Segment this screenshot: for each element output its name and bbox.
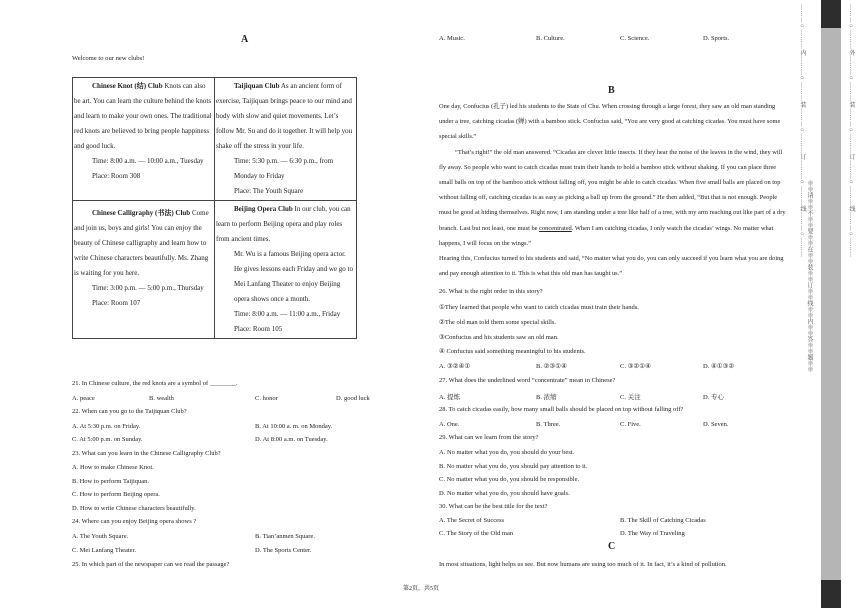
option: B. The Skill of Catching Cicadas [620,517,706,524]
option: C. Science. [620,35,650,42]
club-place: Place: The Youth Square [234,187,304,195]
option: A. The Youth Square. [72,533,129,540]
clubs-table [72,77,357,339]
option: B. Three. [536,421,561,428]
option: B. No matter what you do, you should pay attention to it. [439,463,588,470]
option: C. honor [255,395,278,402]
club-desc: Come and join us, boys and girls! You can enjoy the beauty of Chinese calligraphy and learn how to write Chinese characters beautifully. Ms. Zhang is waiting for you here. [74,209,209,277]
club-cell-taijiquan [215,78,357,201]
question-30: 30. What can be the best title for the text? [439,503,548,510]
club-name: Chinese Calligraphy (书法) Club [92,209,191,217]
option: C. How to perform Beijing opera. [72,491,160,498]
option: A. How to make Chinese Knot. [72,464,154,471]
club-desc-2: Mr. Wu is a famous Beijing opera actor. He gives lessons each Friday and we go to Mei Lanfang Theater to enjoy Beijing opera shows once a month. [234,250,353,303]
order-item: ④ Confucius said something meaningful to his students. [439,348,586,355]
option: C. The Story of the Old man [439,530,514,537]
option: B. How to perform Taijiquan. [72,478,150,485]
question-27: 27. What does the underlined word “concentrate” mean in Chinese? [439,377,616,384]
club-place: Place: Room 107 [92,299,141,307]
option: D. The Sports Center. [255,547,312,554]
option: D. The Way of Traveling [620,530,685,537]
option: B. ②③①④ [536,363,567,370]
binding-notice: ※※请※※不※※要※※在※※装※※订※※线※※内※※答※※题※※ [806,180,812,372]
section-b-title: B [608,85,615,96]
option: B. 浓缩 [536,394,557,401]
question-26: 26. What is the right order in this story? [439,288,543,295]
order-item: ③Confucius and his students saw an old man. [439,334,559,341]
option: C. 关注 [620,394,641,401]
question-24: 24. Where can you enjoy Beijing opera shows ? [72,518,197,525]
option: A. At 5:30 p.m. on Friday. [72,423,141,430]
section-c-title: C [608,541,616,552]
passage-text: “That’s right!” the old man answered. “Cicadas are clever little insects. If they hear the noise of the leaves in the wind, they will fly away. So people who want to catch cicadas must train their hands to hold a bamboo stick without shaking. If you can place three small balls on top of the bamboo stick without falling off, you might be able to catch cicadas. When five small balls are placed on top without falling off, catching cicadas is as easy as picking a ball up from the ground.” He then added, “But that is not enough. People must be good at hiding themselves. Right now, I am standing under a tree like half of a tree, with my arm reaching out like part of a dry branch. Last but not least, one must be [439,148,786,232]
club-name: Beijing Opera Club [234,205,293,213]
order-item: ②The old man told them some special skills. [439,319,557,326]
club-time: Time: 8:00 a.m. — 10:00 a.m., Tuesday [92,157,204,165]
club-desc: As an ancient form of exercise, Taijiquan brings peace to our mind and body with slow and quiet movements. Let’s follow Mr. Su and do it together. It will help you shake off the stress in your life. [216,82,353,150]
option: D. Sports. [703,35,730,42]
option: B. At 10:00 a. m. on Monday. [255,423,333,430]
club-desc: In our club, you can learn to perform Beijing opera and play roles from ancient times. [216,205,351,243]
passage-b-p2 [439,145,789,251]
option: A. peace [72,395,95,402]
option: C. ③②①④ [620,363,651,370]
club-name: Chinese Knot (结) Club [92,82,163,90]
option: B. Culture. [536,35,565,42]
option: C. Five. [620,421,641,428]
option: C. Mei Lanfang Theater. [72,547,136,554]
option: D. good luck [336,395,370,402]
option: A. No matter what you do, you should do your best. [439,449,575,456]
option: B. Tian’anmen Square. [255,533,315,540]
option: D. No matter what you do, you should have goals. [439,490,570,497]
option: B. wealth [149,395,174,402]
passage-c-p1: In most situations, light helps us see. But now humans are using too much of it. In fact, it’s a kind of pollution. [439,561,727,568]
option: A. One. [439,421,460,428]
club-name: Taijiquan Club [234,82,280,90]
question-22: 22. When can you go to the Taijiquan Club? [72,408,187,415]
order-item: ①They learned that people who want to catch cicadas must train their hands. [439,304,639,311]
option: A. Music. [439,35,465,42]
club-place: Place: Room 105 [234,325,283,333]
club-desc: Knots can also be art. You can learn the culture behind the knots and learn to make your own ones. The traditional red knots are believed to bring people happiness and good luck. [74,82,212,150]
option: A. ③②④① [439,363,471,370]
page-footer: 第2页，共5页 [403,586,440,592]
binding-block [821,580,841,608]
question-28: 28. To catch cicadas easily, how many small balls should be placed on top without falling off? [439,406,684,413]
option: D. ④①③② [703,363,735,370]
option: A. 提炼 [439,394,460,401]
section-a-title: A [241,34,249,45]
binding-block [821,0,841,28]
section-a-intro: Welcome to our new clubs! [72,55,145,62]
option: D. Seven. [703,421,729,428]
club-cell-knot [73,78,215,201]
option: C. No matter what you do, you should be responsible. [439,476,580,483]
underlined-word: concentrated [539,224,572,232]
club-time: Time: 8:00 a.m. — 11:00 a.m., Friday [234,310,341,318]
question-21: 21. In Chinese culture, the red knots are a symbol of ________. [72,380,238,387]
question-23: 23. What can you learn in the Chinese Calligraphy Club? [72,450,221,457]
passage-b-p3: Hearing this, Confucius turned to his students and said, “No matter what you do, you can only succeed if you learn what you are doing and pay enough attention to it. This is what this old man has taught us.” [439,255,784,278]
outer-binding-line: ………○………外………○………装………○………订………○………线………○……… [848,4,854,258]
club-place: Place: Room 308 [92,172,141,180]
passage-b-p1: One day, Confucius (孔子) led his students to the State of Chu. When crossing through a large forest, they saw an old man standing under a tree, catching cicadas (蝉) with a bamboo stick. Confucius said, “You are very good at catching cicadas. You must have some special skills.” [439,103,781,141]
club-time: Time: 3:00 p.m. — 5:00 p.m., Thursday [92,284,204,292]
club-cell-calligraphy [73,201,215,339]
option: D. 专心 [703,394,724,401]
question-25: 25. In which part of the newspaper can we read the passage? [72,561,230,568]
option: A. The Secret of Success [439,517,505,524]
inner-binding-line: ………○………内………○………装………○………订………○………线………○……… [799,4,805,258]
option: D. At 8:00 a.m. on Tuesday. [255,436,328,443]
club-cell-opera [215,201,357,339]
binding-gray-bar [821,0,841,608]
passage-b [439,99,789,281]
option: D. How to write Chinese characters beautifully. [72,505,196,512]
option: C. At 5:00 p.m. on Sunday. [72,436,143,443]
passage-text: . When I am catching cicadas, I only watch the cicadas’ wings. No matter what happens, I will focus on the wings.” [439,224,774,247]
club-time: Time: 5:30 p.m. — 6:30 p.m., from Monday to Friday [234,157,334,180]
question-29: 29. What can we learn from the story? [439,434,539,441]
